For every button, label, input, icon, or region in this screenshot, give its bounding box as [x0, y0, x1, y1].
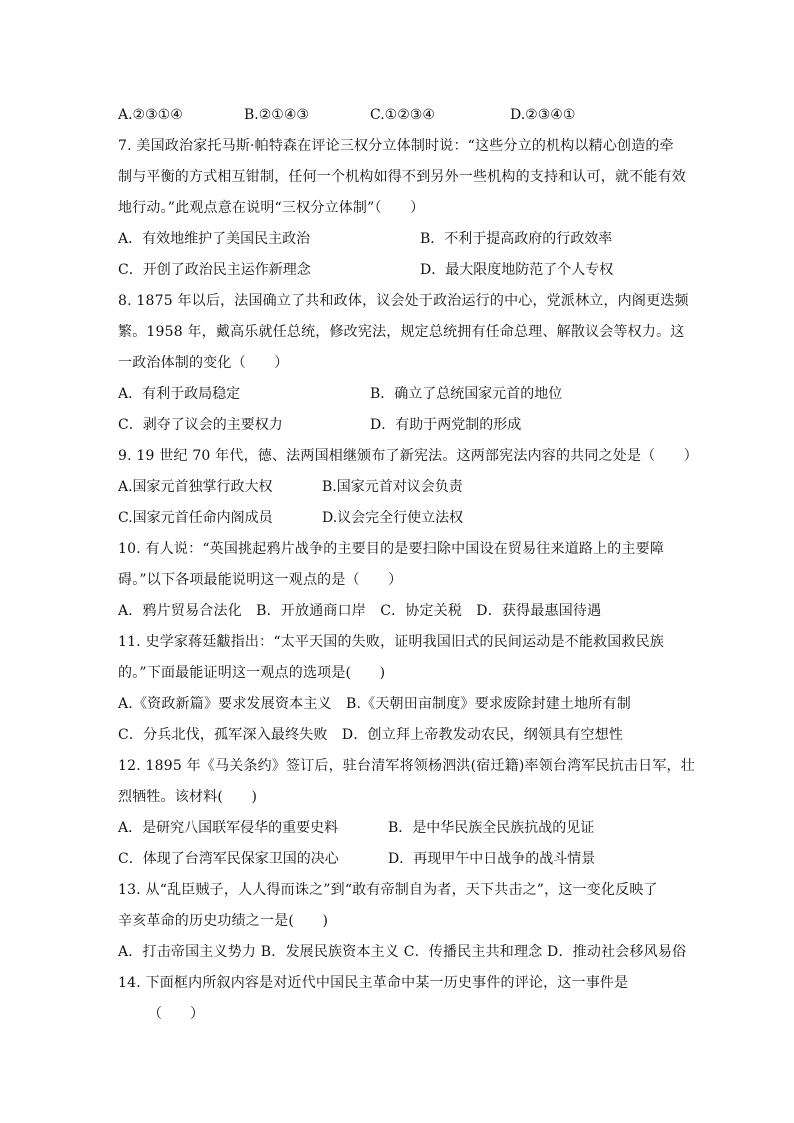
q7-option-b: B．不利于提高政府的行政效率 — [420, 231, 613, 247]
q11-stem-line-2: 的。”下面最能证明这一观点的选项是( ) — [118, 665, 386, 681]
q7-stem-line-1: 7. 美国政治家托马斯·帕特森在评论三权分立体制时说：“这些分立的机构以精心创造的牵 — [118, 138, 674, 154]
q11-options-line-1: A.《资政新篇》要求发展资本主义 B.《天朝田亩制度》要求废除封建土地所有制 — [118, 696, 631, 712]
q11-options-line-2: C．分兵北伐，孤军深入最终失败 D．创立拜上帝教发动农民，纲领具有空想性 — [118, 727, 624, 743]
q9-option-c: C.国家元首任命内阁成员 — [118, 510, 273, 526]
q14-answer-blank: （ ） — [148, 1006, 204, 1022]
q8-option-c: C．剥夺了议会的主要权力 — [118, 417, 283, 433]
q8-stem-line-2: 繁。1958 年，戴高乐就任总统，修改宪法，规定总统拥有任命总理、解散议会等权力。这 — [118, 324, 685, 340]
q13-stem-line-2: 辛亥革命的历史功绩之一是( ) — [118, 913, 329, 929]
q7-stem-line-3: 地行动。”此观点意在说明“三权分立体制”（ ） — [118, 200, 425, 216]
q9-stem-line-1: 9. 19 世纪 70 年代，德、法两国相继颁布了新宪法。这两部宪法内容的共同之处是（ ） — [118, 448, 698, 464]
q6-option-b: B.②①④③ — [244, 107, 309, 123]
q12-stem-line-1: 12. 1895 年《马关条约》签订后，驻台清军将领杨泗洪(宿迁籍)率领台湾军民抗击日军，壮 — [118, 758, 695, 774]
q14-stem-line-1: 14. 下面框内所叙内容是对近代中国民主革命中某一历史事件的评论，这一事件是 — [118, 975, 629, 991]
q8-option-b: B．确立了总统国家元首的地位 — [370, 386, 563, 402]
q8-option-a: A．有利于政局稳定 — [118, 386, 241, 402]
q7-option-d: D．最大限度地防范了个人专权 — [420, 262, 614, 278]
q8-option-d: D．有助于两党制的形成 — [370, 417, 522, 433]
q12-option-b: B．是中华民族全民族抗战的见证 — [388, 820, 595, 836]
q9-option-b: B.国家元首对议会负责 — [322, 479, 463, 495]
q12-option-a: A．是研究八国联军侵华的重要史料 — [118, 820, 339, 836]
q13-stem-line-1: 13. 从“乱臣贼子，人人得而诛之”到“敢有帝制自为者，天下共击之”，这一变化反映了 — [118, 882, 658, 898]
q7-option-a: A．有效地维护了美国民主政治 — [118, 231, 311, 247]
q13-options: A．打击帝国主义势力 B．发展民族资本主义 C．传播民主共和理念 D．推动社会移风易俗 — [118, 944, 687, 960]
q8-stem-line-3: 一政治体制的变化（ ） — [118, 355, 289, 371]
q6-option-d: D.②③④① — [510, 107, 576, 123]
q12-option-c: C．体现了台湾军民保家卫国的决心 — [118, 851, 339, 867]
q12-option-d: D．再现甲午中日战争的战斗情景 — [388, 851, 596, 867]
q6-option-c: C.①②③④ — [370, 107, 435, 123]
q10-options: A．鸦片贸易合法化 B．开放通商口岸 C．协定关税 D．获得最惠国待遇 — [118, 603, 602, 619]
q10-stem-line-1: 10. 有人说：“英国挑起鸦片战争的主要目的是要扫除中国设在贸易往来道路上的主要障 — [118, 541, 665, 557]
q11-stem-line-1: 11. 史学家蒋廷黻指出：“太平天国的失败，证明我国旧式的民间运动是不能救国救民族 — [118, 634, 665, 650]
q7-option-c: C．开创了政治民主运作新理念 — [118, 262, 311, 278]
q8-stem-line-1: 8. 1875 年以后，法国确立了共和政体，议会处于政治运行的中心，党派林立，内阁更迭频 — [118, 293, 689, 309]
q12-stem-line-2: 烈牺牲。该材料( ) — [118, 789, 258, 805]
q7-stem-line-2: 制与平衡的方式相互钳制，任何一个机构如得不到另外一些机构的支持和认可，就不能有效 — [118, 169, 686, 185]
q9-option-d: D.议会完全行使立法权 — [322, 510, 464, 526]
q6-option-a: A.②③①④ — [118, 107, 183, 123]
q9-option-a: A.国家元首独掌行政大权 — [118, 479, 273, 495]
q10-stem-line-2: 碍。”以下各项最能说明这一观点的是（ ） — [118, 572, 403, 588]
